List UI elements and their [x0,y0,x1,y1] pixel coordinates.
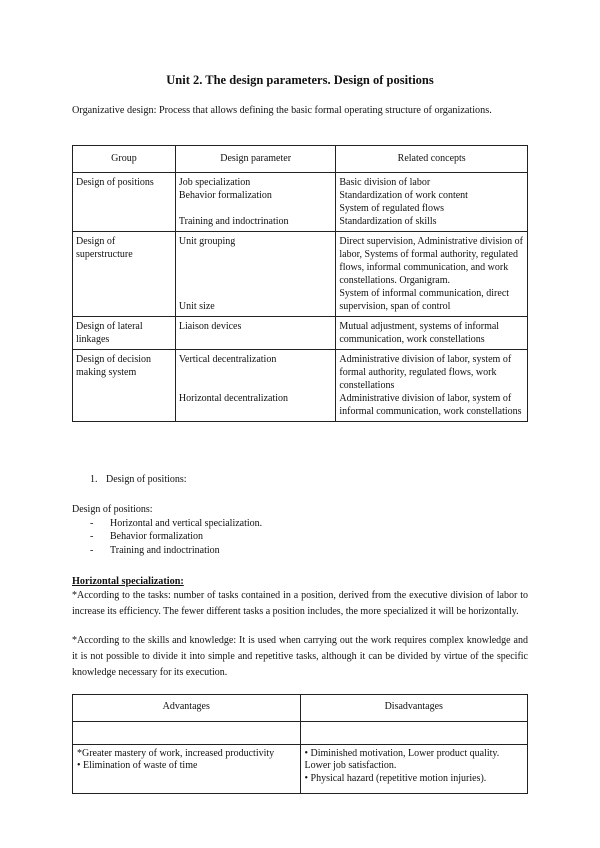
list-item [72,530,262,544]
numbered-list-item [90,474,187,485]
list-text: Horizontal and vertical specialization. [110,517,263,529]
group-cell: Design of lateral linkages [73,317,176,350]
tasks-paragraph: *According to the tasks: number of tasks contained in a position, derived from the executive division of labor to increase its efficiency. The fewer different tasks a position includes, the more specialized it will be horizontally. [72,590,528,617]
params-cell [175,232,335,317]
advantages-cell [73,744,301,794]
dash-bullet: - [90,517,94,529]
disadvantage-text: • Physical hazard (repetitive motion injuries). [304,772,487,784]
concept-text: Mutual adjustment, systems of informal communication, work constellations [339,321,500,345]
advantages-table [72,694,528,794]
group-cell: Design of superstructure [73,232,176,317]
header-design-parameter: Design parameter [175,146,335,173]
table-header-row [73,146,528,173]
header-related-concepts: Related concepts [336,146,528,173]
concept-text: Administrative division of labor, system of informal communication, work constellations [339,393,522,417]
advantage-text: *Greater mastery of work, increased productivity [77,747,275,759]
concept-text: Administrative division of labor, system of formal authority, regulated flows, work constellations [339,354,512,391]
params-cell [175,317,335,350]
header-advantages: Advantages [73,695,301,722]
intro-paragraph: Organizative design: Process that allows defining the basic formal operating structure of organizations. [72,105,492,116]
skills-paragraph: *According to the skills and knowledge: It is used when carrying out the work requires complex knowledge and it is not possible to divide it into simple and repetitive tasks, although it can be divided by virtue of the specific knowledge necessary for its execution. [72,635,528,678]
dash-bullet: - [90,531,94,542]
concepts-cell [336,317,528,350]
param-text: Unit size [178,301,215,312]
table-row [73,350,528,422]
disadvantages-cell [300,744,528,794]
group-cell: Design of decision making system [73,350,176,422]
concept-text: Standardization of work content [339,190,468,201]
concepts-cell [336,350,528,422]
header-group: Group [73,146,176,173]
concept-text: Basic division of labor [339,177,431,188]
empty-cell [300,721,528,744]
params-cell [175,350,335,422]
table-header-row [73,695,528,722]
dash-bullet: - [90,544,94,556]
advantage-text: • Elimination of waste of time [77,760,198,771]
horizontal-specialization-heading: Horizontal specialization: [72,576,184,587]
params-cell [175,173,335,232]
design-positions-section [72,503,262,557]
list-text: Training and indoctrination [110,544,220,556]
param-text: Vertical decentralization [178,354,277,365]
concept-text: Standardization of skills [339,216,437,227]
section-heading: Design of positions: [72,504,153,515]
param-text: Unit grouping [178,236,236,247]
concept-text: Direct supervision, Administrative division of labor, Systems of formal authority, regulated flows, informal communication, and work constellations. Organigram. [339,236,523,286]
concept-text: System of regulated flows [339,203,445,214]
empty-cell [73,721,301,744]
table-row [73,317,528,350]
param-text: Job specialization [178,177,251,188]
param-text: Horizontal decentralization [178,393,289,404]
list-text: Design of positions: [106,474,187,485]
concepts-cell [336,173,528,232]
concepts-cell [336,232,528,317]
list-number: 1. [90,474,98,485]
page-title: Unit 2. The design parameters. Design of positions [166,73,434,87]
table-row [73,232,528,317]
param-text: Behavior formalization [178,190,272,201]
param-text: Training and indoctrination [178,216,289,227]
group-cell: Design of positions [73,173,176,232]
design-parameters-table [72,145,528,422]
concept-text: System of informal communication, direct supervision, span of control [339,288,510,312]
header-disadvantages: Disadvantages [300,695,528,722]
table-row [73,721,528,744]
list-text: Behavior formalization [110,531,204,542]
list-item [72,517,262,531]
table-row [73,173,528,232]
list-item [72,544,262,558]
param-text: Liaison devices [178,321,242,332]
table-row [73,744,528,794]
disadvantage-text: • Diminished motivation, Lower product quality. Lower job satisfaction. [304,747,500,771]
